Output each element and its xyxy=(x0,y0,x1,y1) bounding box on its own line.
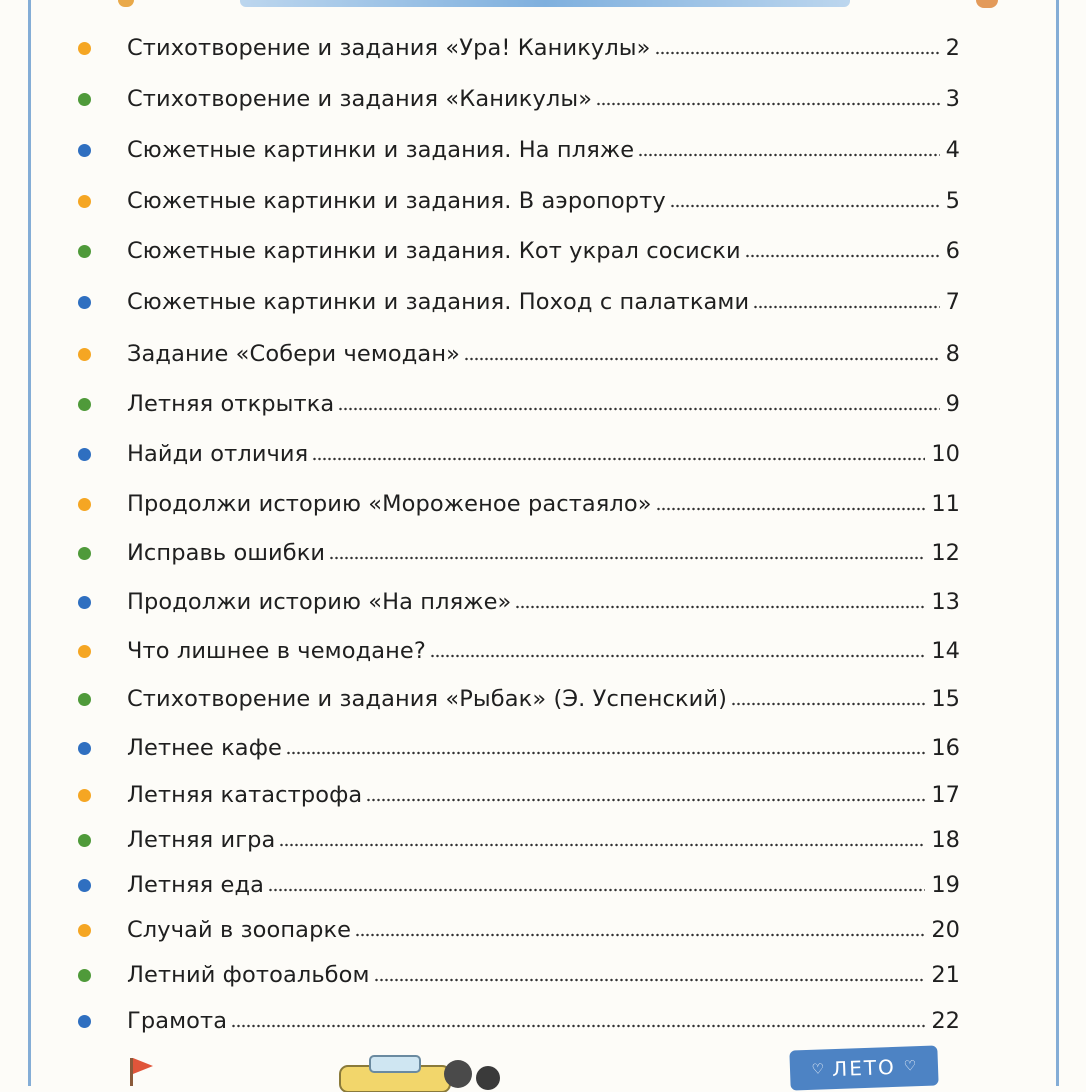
bullet-dot-icon xyxy=(78,693,91,706)
toc-entry-title: Летнее кафе xyxy=(127,735,282,761)
dot-leader xyxy=(638,153,940,157)
dot-leader xyxy=(596,102,940,106)
bullet-dot-icon xyxy=(78,879,91,892)
bullet-dot-icon xyxy=(78,1015,91,1028)
sign-label: ЛЕТО xyxy=(831,1054,897,1082)
dot-leader xyxy=(374,978,926,982)
toc-entry-title: Летняя открытка xyxy=(127,391,335,417)
toc-entry-title: Задание «Собери чемодан» xyxy=(127,341,461,367)
toc-entry-title: Сюжетные картинки и задания. На пляже xyxy=(127,137,635,163)
dot-leader xyxy=(515,605,925,609)
bullet-dot-icon xyxy=(78,969,91,982)
toc-entry-title: Стихотворение и задания «Рыбак» (Э. Успенский) xyxy=(127,686,727,712)
dot-leader xyxy=(286,751,925,755)
bullet-dot-icon xyxy=(78,398,91,411)
toc-entry-title: Случай в зоопарке xyxy=(127,917,352,943)
toc-entry[interactable] xyxy=(78,820,960,860)
toc-entry[interactable] xyxy=(78,533,960,573)
toc-entry[interactable] xyxy=(78,130,960,170)
toc-entry[interactable] xyxy=(78,679,960,719)
toc-entry[interactable] xyxy=(78,79,960,119)
toc-entry-title: Сюжетные картинки и задания. В аэропорту xyxy=(127,188,666,214)
dot-leader xyxy=(430,654,925,658)
bullet-dot-icon xyxy=(78,448,91,461)
toc-entry-page-number: 21 xyxy=(931,962,960,988)
toc-entry[interactable] xyxy=(78,181,960,221)
toc-entry-title: Сюжетные картинки и задания. Кот украл сосиски xyxy=(127,238,741,264)
toc-entry-title: Продолжи историю «Мороженое растаяло» xyxy=(127,491,652,517)
toc-entry[interactable] xyxy=(78,384,960,424)
toc-entry-page-number: 5 xyxy=(945,188,960,214)
toc-entry-page-number: 19 xyxy=(931,872,960,898)
toc-entry-page-number: 9 xyxy=(945,391,960,417)
red-flag-icon xyxy=(133,1058,153,1074)
toc-entry[interactable] xyxy=(78,582,960,622)
dot-leader xyxy=(655,51,940,55)
dot-leader xyxy=(731,702,925,706)
bullet-dot-icon xyxy=(78,742,91,755)
toc-entry-page-number: 12 xyxy=(931,540,960,566)
toy-car-illustration xyxy=(330,1052,510,1092)
toc-entry[interactable] xyxy=(78,231,960,271)
dot-leader xyxy=(670,204,940,208)
toc-entry-page-number: 10 xyxy=(931,441,960,467)
toc-entry-page-number: 2 xyxy=(945,35,960,61)
bullet-dot-icon xyxy=(78,645,91,658)
bullet-dot-icon xyxy=(78,42,91,55)
dot-leader xyxy=(231,1024,925,1028)
bullet-dot-icon xyxy=(78,924,91,937)
toc-entry[interactable] xyxy=(78,865,960,905)
toc-entry[interactable] xyxy=(78,434,960,474)
toc-entry-page-number: 14 xyxy=(931,638,960,664)
dot-leader xyxy=(312,457,925,461)
toc-entry-title: Летняя еда xyxy=(127,872,264,898)
dot-leader xyxy=(464,357,940,361)
bullet-dot-icon xyxy=(78,296,91,309)
toc-entry-title: Что лишнее в чемодане? xyxy=(127,638,426,664)
toc-entry-page-number: 13 xyxy=(931,589,960,615)
toc-entry-page-number: 16 xyxy=(931,735,960,761)
toc-entry-page-number: 15 xyxy=(931,686,960,712)
toc-entry-title: Сюжетные картинки и задания. Поход с палатками xyxy=(127,289,750,315)
summer-sign xyxy=(789,1045,938,1090)
toc-entry-title: Летняя катастрофа xyxy=(127,782,363,808)
toc-entry[interactable] xyxy=(78,1001,960,1041)
bullet-dot-icon xyxy=(78,348,91,361)
bullet-dot-icon xyxy=(78,596,91,609)
toc-entry[interactable] xyxy=(78,28,960,68)
toc-entry[interactable] xyxy=(78,282,960,322)
toc-entry[interactable] xyxy=(78,631,960,671)
toc-entry-title: Найди отличия xyxy=(127,441,309,467)
toc-entry-page-number: 17 xyxy=(931,782,960,808)
dot-leader xyxy=(279,843,925,847)
toc-entry-title: Исправь ошибки xyxy=(127,540,326,566)
toc-entry-page-number: 3 xyxy=(945,86,960,112)
toc-entry-page-number: 6 xyxy=(945,238,960,264)
heart-icon: ♡ xyxy=(811,1061,825,1078)
toc-entry-title: Стихотворение и задания «Ура! Каникулы» xyxy=(127,35,651,61)
bullet-dot-icon xyxy=(78,245,91,258)
toc-entry-page-number: 22 xyxy=(931,1008,960,1034)
bullet-dot-icon xyxy=(78,547,91,560)
dot-leader xyxy=(329,556,925,560)
dot-leader xyxy=(355,933,925,937)
toc-entry-page-number: 8 xyxy=(945,341,960,367)
bullet-dot-icon xyxy=(78,195,91,208)
bullet-dot-icon xyxy=(78,789,91,802)
toc-entry[interactable] xyxy=(78,910,960,950)
toc-entry-page-number: 7 xyxy=(945,289,960,315)
bullet-dot-icon xyxy=(78,144,91,157)
dot-leader xyxy=(656,507,926,511)
dot-leader xyxy=(745,254,940,258)
dot-leader xyxy=(268,888,925,892)
toc-entry[interactable] xyxy=(78,775,960,815)
toc-entry-title: Летний фотоальбом xyxy=(127,962,370,988)
toc-entry-title: Грамота xyxy=(127,1008,228,1034)
toc-entry-title: Продолжи историю «На пляже» xyxy=(127,589,512,615)
dot-leader xyxy=(366,798,925,802)
dot-leader xyxy=(753,305,939,309)
bullet-dot-icon xyxy=(78,834,91,847)
toc-entry[interactable] xyxy=(78,334,960,374)
toc-entry-page-number: 18 xyxy=(931,827,960,853)
toc-entry-title: Летняя игра xyxy=(127,827,276,853)
bullet-dot-icon xyxy=(78,93,91,106)
bullet-dot-icon xyxy=(78,498,91,511)
toc-entry-page-number: 11 xyxy=(931,491,960,517)
heart-icon: ♡ xyxy=(903,1058,917,1075)
toc-entry-page-number: 4 xyxy=(945,137,960,163)
toc-entry[interactable] xyxy=(78,728,960,768)
toc-entry[interactable] xyxy=(78,484,960,524)
toc-entry[interactable] xyxy=(78,955,960,995)
toc-entry-page-number: 20 xyxy=(931,917,960,943)
dot-leader xyxy=(338,407,939,411)
toc-entry-title: Стихотворение и задания «Каникулы» xyxy=(127,86,593,112)
